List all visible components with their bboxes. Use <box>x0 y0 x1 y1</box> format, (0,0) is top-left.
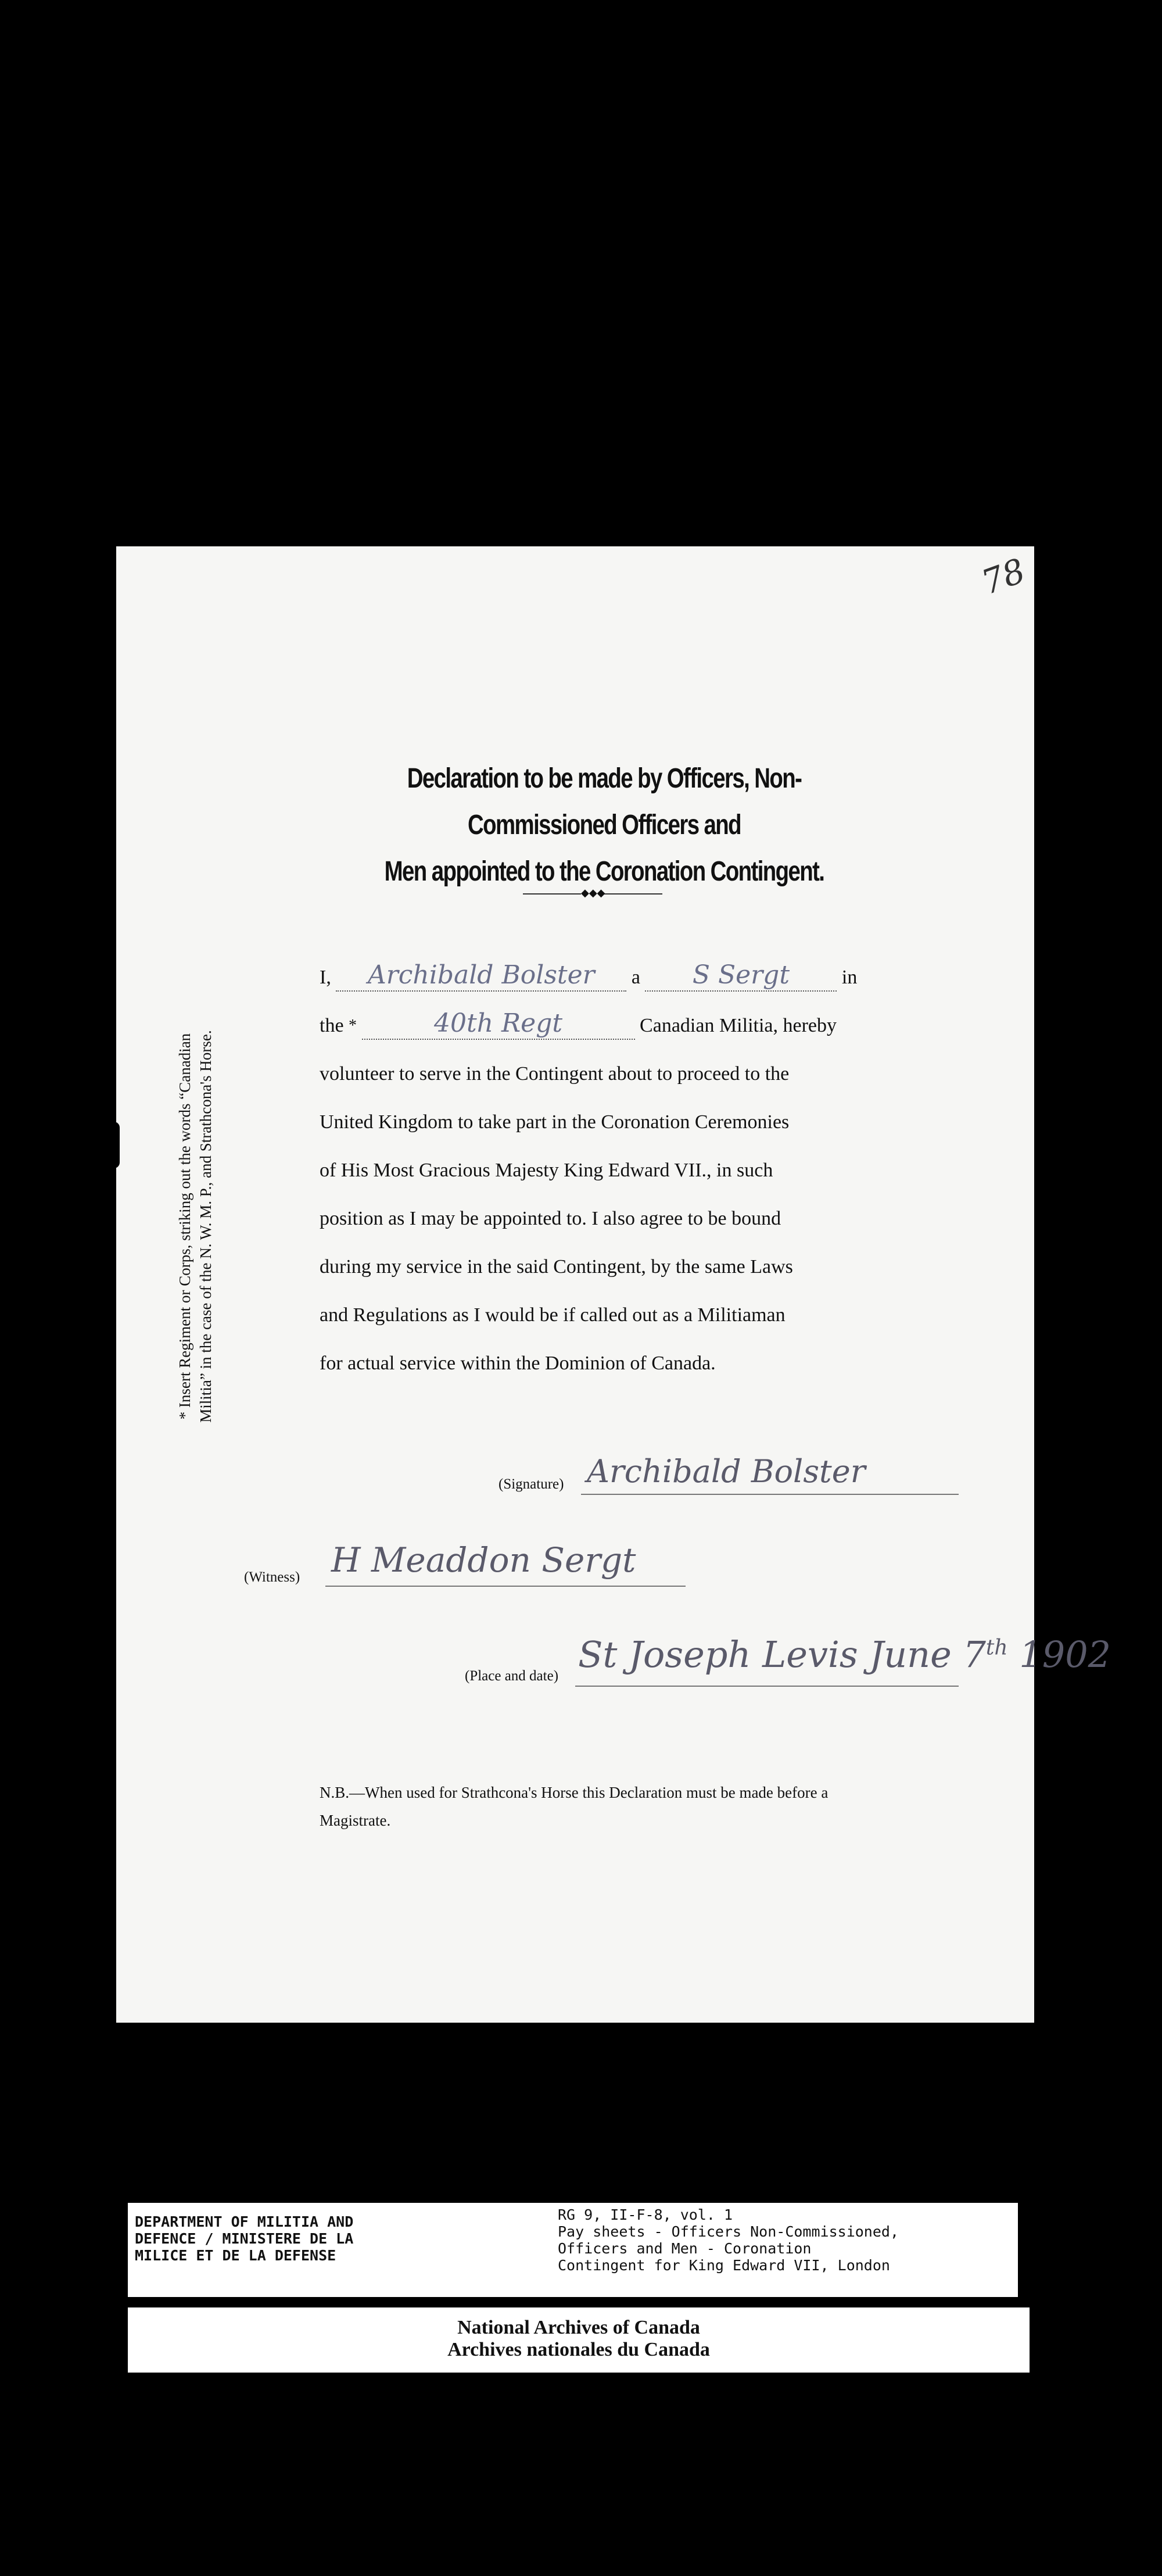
place-date-label: (Place and date) <box>465 1668 559 1684</box>
place-date-value <box>578 1633 1111 1676</box>
text-a: a <box>631 967 640 988</box>
declaration-line: United Kingdom to take part in the Coronation Ceremonies <box>320 1111 790 1133</box>
text-in: in <box>841 967 858 988</box>
declaration-line-name <box>320 953 874 1001</box>
archives-line-french: Archives nationales du Canada <box>447 2339 710 2360</box>
title-line-1: Declaration to be made by Officers, Non-Commissioned Officers and <box>407 763 802 840</box>
national-archives-card <box>128 2307 1030 2373</box>
declaration-body <box>320 953 874 1387</box>
name-field: Archibald Bolster <box>336 960 626 992</box>
place-date-text: St Joseph Levis June 7 <box>578 1633 986 1676</box>
text-after-regiment: Canadian Militia, hereby <box>640 1015 837 1036</box>
department-block <box>135 2213 536 2264</box>
declaration-line: for actual service within the Dominion of Canada. <box>320 1353 716 1374</box>
witness-line <box>325 1586 686 1587</box>
page-number: 78 <box>976 550 1031 603</box>
text-i: I, <box>320 967 331 988</box>
rank-field: S Sergt <box>645 960 837 992</box>
place-date-line <box>575 1686 959 1687</box>
text-the: the <box>320 1015 344 1036</box>
declaration-line: volunteer to serve in the Contingent about to proceed to the <box>320 1063 790 1085</box>
footnote-star: * <box>349 1017 357 1035</box>
regiment-field: 40th Regt <box>362 1008 635 1040</box>
declaration-line: position as I may be appointed to. I also agree to be bound <box>320 1208 781 1229</box>
department-line: DEFENCE / MINISTERE DE LA <box>135 2230 354 2247</box>
record-reference-block <box>558 2206 1011 2274</box>
witness-value: H Meaddon Sergt <box>331 1540 636 1580</box>
archival-reference-card <box>128 2203 1018 2297</box>
declaration-line-regiment <box>320 1001 874 1050</box>
reference-line: RG 9, II-F-8, vol. 1 <box>558 2206 733 2223</box>
department-line: MILICE ET DE LA DEFENSE <box>135 2247 336 2264</box>
place-date-year: 1902 <box>1019 1633 1111 1676</box>
department-line: DEPARTMENT OF MILITIA AND <box>135 2213 354 2230</box>
side-footnote: * Insert Regiment or Corps, striking out the words “Canadian Militia” in the case of the N. W. M. P., and Strathcona's Horse. <box>176 1030 214 1423</box>
archives-line-english: National Archives of Canada <box>457 2317 700 2338</box>
declaration-line: during my service in the said Contingent, by the same Laws <box>320 1256 793 1278</box>
witness-label: (Witness) <box>244 1569 300 1585</box>
nb-note: N.B.—When used for Strathcona's Horse this Declaration must be made before a Magistrate. <box>320 1784 829 1829</box>
signature-value: Archibald Bolster <box>587 1453 866 1490</box>
reference-line: Pay sheets - Officers Non-Commissioned, <box>558 2223 899 2240</box>
declaration-line: of His Most Gracious Majesty King Edward VII., in such <box>320 1160 773 1181</box>
reference-line: Contingent for King Edward VII, London <box>558 2257 890 2274</box>
declaration-line: and Regulations as I would be if called out as a Militiaman <box>320 1304 786 1326</box>
ornament-center: ◆◆◆ <box>581 887 605 899</box>
title-line-2: Men appointed to the Coronation Contingent. <box>384 856 824 887</box>
page-notch <box>112 1122 120 1168</box>
reference-line: Officers and Men - Coronation <box>558 2240 812 2257</box>
signature-line <box>581 1494 959 1495</box>
signature-label: (Signature) <box>498 1476 564 1492</box>
document-title <box>344 756 865 899</box>
place-date-superscript: th <box>985 1636 1008 1660</box>
